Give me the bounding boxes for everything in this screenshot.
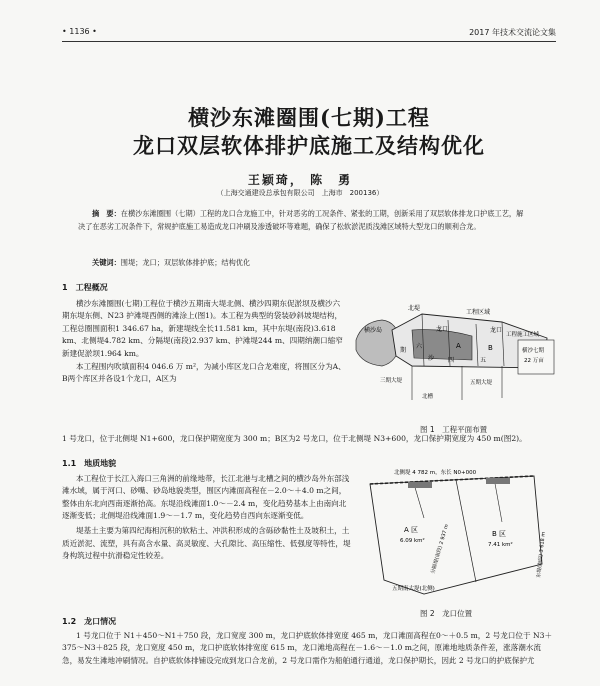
section-1-heading: 1 工程概况 [62, 283, 108, 292]
figure-1-map [352, 300, 557, 418]
page-number: • 1136 • [62, 27, 97, 36]
abstract-label: 摘 要： [92, 209, 121, 218]
section-1-2 [62, 616, 556, 667]
header-rule [62, 41, 556, 42]
n23-box [518, 340, 554, 374]
fig2-area-a: A 区 [404, 526, 419, 534]
section-1-2-paragraph-1: 1 号龙口位于 N1＋450～N1＋750 段，龙口宽度 300 m，龙口护底软体排宽度 465 m，龙口滩面高程在0～＋0.5 m，2 号龙口位于 N3＋375～N3＋825 段，龙口宽度 450 m，龙口护底软体排宽度 615 m，龙口滩地高程在－1.6～－1.0 m之间，原滩地地质条件差，涨落潮水流急，易发生滩地冲刷情况。自护底软体排铺设完成到龙口合龙前，2 号龙口需作为船舶通行通道，龙口保护期长，因此 2 号龙口的护底保护尤 [62, 630, 553, 665]
label-four: 四 [448, 357, 455, 364]
label-site-area: 工程区域 [466, 309, 491, 316]
keywords-text: 围堤；龙口；双层软体排护底；结构优化 [120, 258, 251, 267]
section-1-paragraph-2: 本工程围内吹填面积4 046.6 万 m²，为减小库区龙口合龙难度，将围区分为A、B两个库区并各设1个龙口，A区为 [62, 361, 346, 384]
fig2-bottom: 五期南大堤(北侧) [392, 586, 435, 592]
section-1-paragraph-2-cont: 1 号龙口，位于北侧堤 N1+600，龙口保护期宽度为 300 m；B区为2 号龙口，位于北侧堤 N3+600，龙口保护期宽度为 450 m(图2)。 [62, 434, 527, 443]
label-n23-sub: 22 万亩 [524, 358, 544, 364]
label-hengsha-island: 横沙岛 [364, 327, 383, 334]
label-sand: 沙 [428, 355, 435, 362]
figure-1-caption: 图 1 工程平面布置 [420, 425, 488, 434]
longkou-1-mark [408, 482, 432, 488]
section-1 [62, 282, 347, 386]
label-phase: 期 [400, 347, 407, 354]
title-line-1: 横沙东滩圈围(七期)工程 [188, 105, 430, 130]
section-1-paragraph-1: 横沙东滩圈围(七期)工程位于横沙五期南大堤北侧、横沙四期东促淤坝及横沙六期东堤东侧、N23 护滩堤西侧的滩涂上(图1)。本工程为典型的袋装砂斜坡堤结构，工程总圈围面积1 346.67 ha，新建堤线全长11.581 km，其中东堤(南段)3.618 km、北侧堤4.782 km、分隔堤(南段)2.937 km、护滩堤244 m、四期纳潮口缩窄新建促淤坝1.964 km。 [62, 298, 343, 358]
keywords [92, 258, 250, 268]
affiliation: （上海交通建设总承包有限公司 上海市 200136） [216, 189, 384, 197]
label-phase5: 五期大堤 [470, 380, 493, 386]
title-line-2: 龙口双层软体排护底施工及结构优化 [133, 133, 485, 158]
figure-2-caption: 图 2 龙口位置 [420, 609, 473, 618]
abstract-text: 在横沙东滩圈围（七期）工程的龙口合龙施工中，针对恶劣的工况条件、紧张的工期，创新采用了双层软体排龙口护底工艺，解决了在恶劣工况条件下，常规护底施工易造成龙口冲刷及渗透破坏等难题，确保了松软淤泥质浅滩区域特大型龙口的顺利合龙。 [78, 209, 524, 231]
journal-name: 2017 年技术交流论文集 [469, 28, 556, 37]
section-1-continuation [62, 433, 556, 446]
label-longkou-b: 龙口 [490, 327, 503, 334]
fig2-top-label: 北侧堤 4 782 m，东长 N0+000 [394, 470, 477, 476]
section-1-1 [62, 458, 352, 563]
label-five: 五 [480, 357, 487, 364]
label-phase3: 三期大堤 [380, 378, 403, 384]
label-area-a: A [456, 342, 461, 350]
label-n23: 横沙七期 [522, 348, 545, 354]
abstract [78, 208, 526, 233]
figure-2-map [364, 462, 554, 602]
longkou-2-mark [486, 478, 510, 484]
keywords-label: 关键词： [92, 258, 121, 267]
fig2-dike2: 东堤(南段) 3 618 m [536, 531, 547, 579]
label-six: 六 [416, 343, 423, 350]
authors: 王颖琦， 陈 勇 [247, 173, 353, 187]
fig2-area-b-size: 7.41 km² [488, 542, 513, 548]
section-1-2-heading: 1.2 龙口情况 [62, 617, 117, 626]
section-1-1-heading: 1.1 地质地貌 [62, 459, 117, 468]
label-north-dike: 北堤 [408, 305, 421, 312]
label-longkou-a: 龙口 [436, 326, 449, 333]
fig2-area-a-size: 6.09 km² [400, 538, 425, 544]
fig2-dike1: 分隔堤(南段) 2 937 m [430, 523, 451, 575]
label-construction-zone: 工程施工区域 [506, 332, 540, 338]
section-1-1-paragraph-1: 本工程位于长江入海口三角洲的前缘地带，长江北港与北槽之间的横沙岛外东部浅滩水域，属于河口、砂嘴、砂岛地貌类型，围区内滩面高程在－2.0～＋4.0 m之间，整体由东北向西南逐渐抬高。东堤沿线滩面1.0～－2.4 m，变化趋势基本上由南向北逐渐变低；北侧堤沿线滩面1.9～－1.7 m，变化趋势自西向东逐渐变低。 [62, 473, 350, 521]
fig2-area-b: B 区 [492, 530, 507, 538]
label-northdike2: 北槽 [422, 394, 434, 400]
section-1-1-paragraph-2: 堤基土主要为第四纪海相沉积的软粘土、冲洪积形成的含砾砂黏性土及坡积土，土质近淤泥、流塑，具有高含水量、高灵敏度、大孔隙比、高压缩性、低强度等特性，堤身构筑过程中抗滑稳定性较差。 [62, 525, 351, 561]
label-area-b: B [488, 344, 493, 352]
